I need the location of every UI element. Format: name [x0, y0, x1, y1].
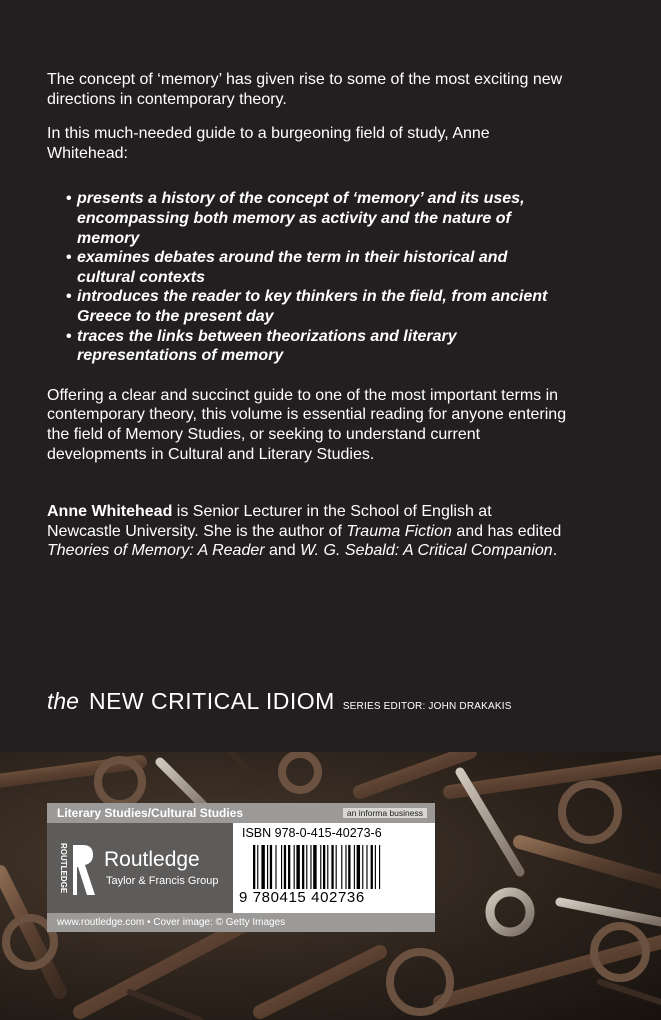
barcode-bar	[294, 845, 295, 889]
barcode-bar	[327, 845, 328, 889]
barcode-bar	[375, 845, 376, 889]
barcode-bar	[354, 845, 355, 889]
informa-tag: an informa business	[343, 808, 427, 818]
series-line	[47, 688, 512, 715]
book-title: Theories of Memory: A Reader	[47, 542, 265, 560]
author-bio-text: is Senior Lecturer in the School of English at Newcastle University. She is the author of	[47, 503, 492, 540]
barcode-bar	[357, 845, 360, 889]
blurb	[47, 70, 567, 464]
subject-category: Literary Studies/Cultural Studies	[57, 806, 244, 820]
author-bio-text: and has edited	[451, 522, 562, 540]
book-title: W. G. Sebald: A Critical Companion	[300, 542, 553, 560]
book-title: Trauma Fiction	[346, 522, 452, 540]
barcode-bar	[296, 845, 299, 889]
blurb-point: • presents a history of the concept of ‘memory’ and its uses, encompassing both memory as activity and the nature of memory	[77, 189, 567, 248]
barcode-number: 9 780415 402736	[239, 889, 365, 906]
blurb-point: • introduces the reader to key thinkers in the field, from ancient Greece to the present day	[77, 287, 567, 326]
routledge-logo-box	[47, 823, 233, 913]
barcode-bar	[366, 845, 367, 889]
barcode-bar	[371, 845, 373, 889]
publisher-name: Routledge	[104, 848, 200, 871]
barcode-bar	[313, 845, 316, 889]
series-the: the	[47, 688, 79, 714]
barcode-bar	[288, 845, 290, 889]
series-editor: SERIES EDITOR: JOHN DRAKAKIS	[342, 701, 512, 712]
isbn: ISBN 978-0-415-40273-6	[242, 826, 382, 840]
author-bio	[47, 502, 567, 561]
blurb-point: • examines debates around the term in their historical and cultural contexts	[77, 248, 567, 287]
barcode-bar	[253, 845, 255, 889]
barcode-bar	[341, 845, 342, 889]
barcode-bar	[336, 845, 337, 889]
series-name: NEW CRITICAL IDIOM	[88, 688, 335, 714]
publisher-vertical: ROUTLEDGE	[59, 843, 68, 894]
barcode-bar	[331, 845, 333, 889]
barcode-bar	[379, 845, 380, 889]
barcode-bar	[275, 845, 276, 889]
blurb-points	[47, 189, 567, 365]
isbn-box	[233, 823, 435, 913]
barcode-bar	[281, 845, 282, 889]
author-bio-text: .	[552, 542, 558, 560]
routledge-logo-icon	[55, 841, 95, 901]
barcode-bar	[362, 845, 363, 889]
barcode-bar	[267, 845, 268, 889]
barcode-bar	[261, 845, 264, 889]
barcode	[253, 845, 421, 891]
blurb-point: • traces the links between theorizations and literary representations of memory	[77, 327, 567, 366]
category-bar	[47, 803, 435, 823]
barcode-bar	[345, 845, 346, 889]
barcode-bar	[310, 845, 311, 889]
barcode-bar	[323, 845, 325, 889]
publisher-url-credit: www.routledge.com • Cover image: © Getty Images	[57, 917, 286, 928]
footer-bar	[47, 913, 435, 932]
blurb-summary: Offering a clear and succinct guide to one of the most important terms in contemporary theory, this volume is essential reading for anyone entering the field of Memory Studies, or seeking to understand current developments in Cultural and Literary Studies.	[47, 386, 567, 463]
barcode-bar	[302, 845, 304, 889]
author-bio-text: and	[264, 542, 301, 560]
publisher-group: Taylor & Francis Group	[106, 875, 219, 887]
publisher-panel	[47, 803, 435, 932]
barcode-bar	[284, 845, 286, 889]
barcode-bar	[257, 845, 258, 889]
barcode-bar	[306, 845, 307, 889]
blurb-lead: In this much-needed guide to a burgeoning field of study, Anne Whitehead:	[47, 125, 490, 162]
author-name: Anne Whitehead	[47, 503, 173, 520]
blurb-intro: The concept of ‘memory’ has given rise to some of the most exciting new directions in contemporary theory.	[47, 71, 563, 108]
barcode-bar	[320, 845, 321, 889]
barcode-bar	[270, 845, 272, 889]
barcode-bar	[348, 845, 350, 889]
